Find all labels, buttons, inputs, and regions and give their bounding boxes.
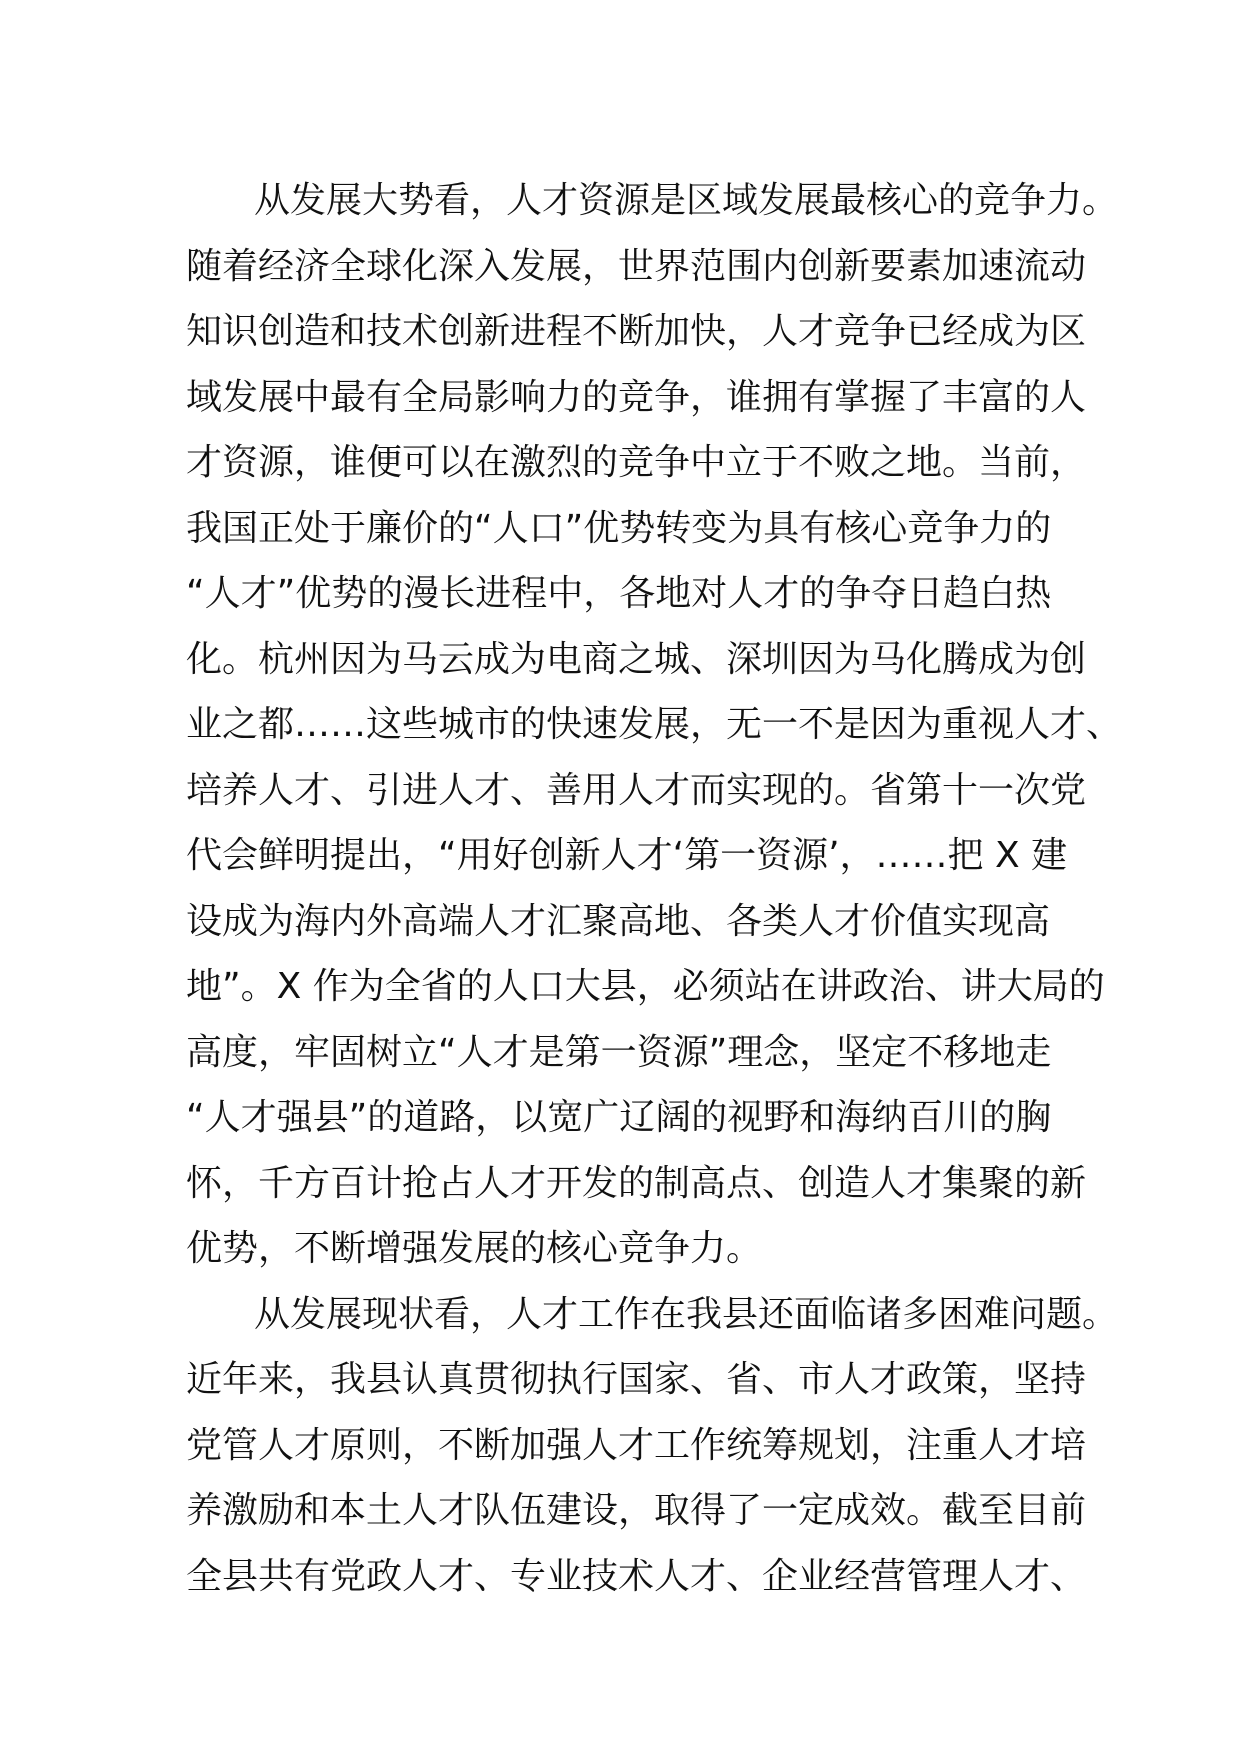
text-line: 化。杭州因为马云成为电商之城、深圳因为马化腾成为创 — [186, 638, 1087, 680]
text-line: 高度，牢固树立“人才是第一资源”理念，坚定不移地走 — [186, 1031, 1052, 1073]
text-line: 业之都……这些城市的快速发展，无一不是因为重视人才、 — [186, 704, 1123, 745]
text-line: 养激励和本土人才队伍建设，取得了一定成效。截至目前 — [186, 1490, 1087, 1531]
paragraph-development-trend — [186, 168, 1123, 1282]
text-line: 党管人才原则，不断加强人才工作统筹规划，注重人才培 — [186, 1424, 1087, 1466]
paragraph-development-status — [186, 1282, 1119, 1610]
text-line: 才资源，谁便可以在激烈的竞争中立于不败之地。当前， — [186, 442, 1087, 483]
text-line: “人才强县”的道路，以宽广辽阔的视野和海纳百川的胸 — [186, 1097, 1052, 1138]
text-line: 我国正处于廉价的“人口”优势转变为具有核心竞争力的 — [186, 507, 1052, 549]
text-line: “人才”优势的漫长进程中，各地对人才的争夺日趋白热 — [186, 573, 1052, 614]
text-line: 从发展大势看，人才资源是区域发展最核心的竞争力。 — [254, 180, 1119, 221]
text-line: 近年来，我县认真贯彻执行国家、省、市人才政策，坚持 — [186, 1359, 1087, 1400]
text-line: 地”。X 作为全省的人口大县，必须站在讲政治、讲大局的 — [186, 966, 1105, 1007]
text-line: 全县共有党政人才、专业技术人才、企业经营管理人才、 — [186, 1555, 1087, 1597]
text-line: 优势，不断增强发展的核心竞争力。 — [186, 1228, 763, 1269]
text-line: 代会鲜明提出，“用好创新人才‘第一资源’，……把 X 建 — [186, 835, 1068, 876]
text-line: 知识创造和技术创新进程不断加快，人才竞争已经成为区 — [186, 311, 1087, 352]
text-line: 设成为海内外高端人才汇聚高地、各类人才价值实现高 — [186, 900, 1051, 942]
text-line: 怀，千方百计抢占人才开发的制高点、创造人才集聚的新 — [186, 1162, 1087, 1204]
text-line: 随着经济全球化深入发展，世界范围内创新要素加速流动 — [186, 245, 1087, 287]
text-line: 从发展现状看，人才工作在我县还面临诸多困难问题。 — [254, 1293, 1119, 1335]
text-line: 域发展中最有全局影响力的竞争，谁拥有掌握了丰富的人 — [186, 376, 1087, 418]
document-body — [186, 168, 1123, 1609]
text-line: 培养人才、引进人才、善用人才而实现的。省第十一次党 — [186, 769, 1087, 811]
